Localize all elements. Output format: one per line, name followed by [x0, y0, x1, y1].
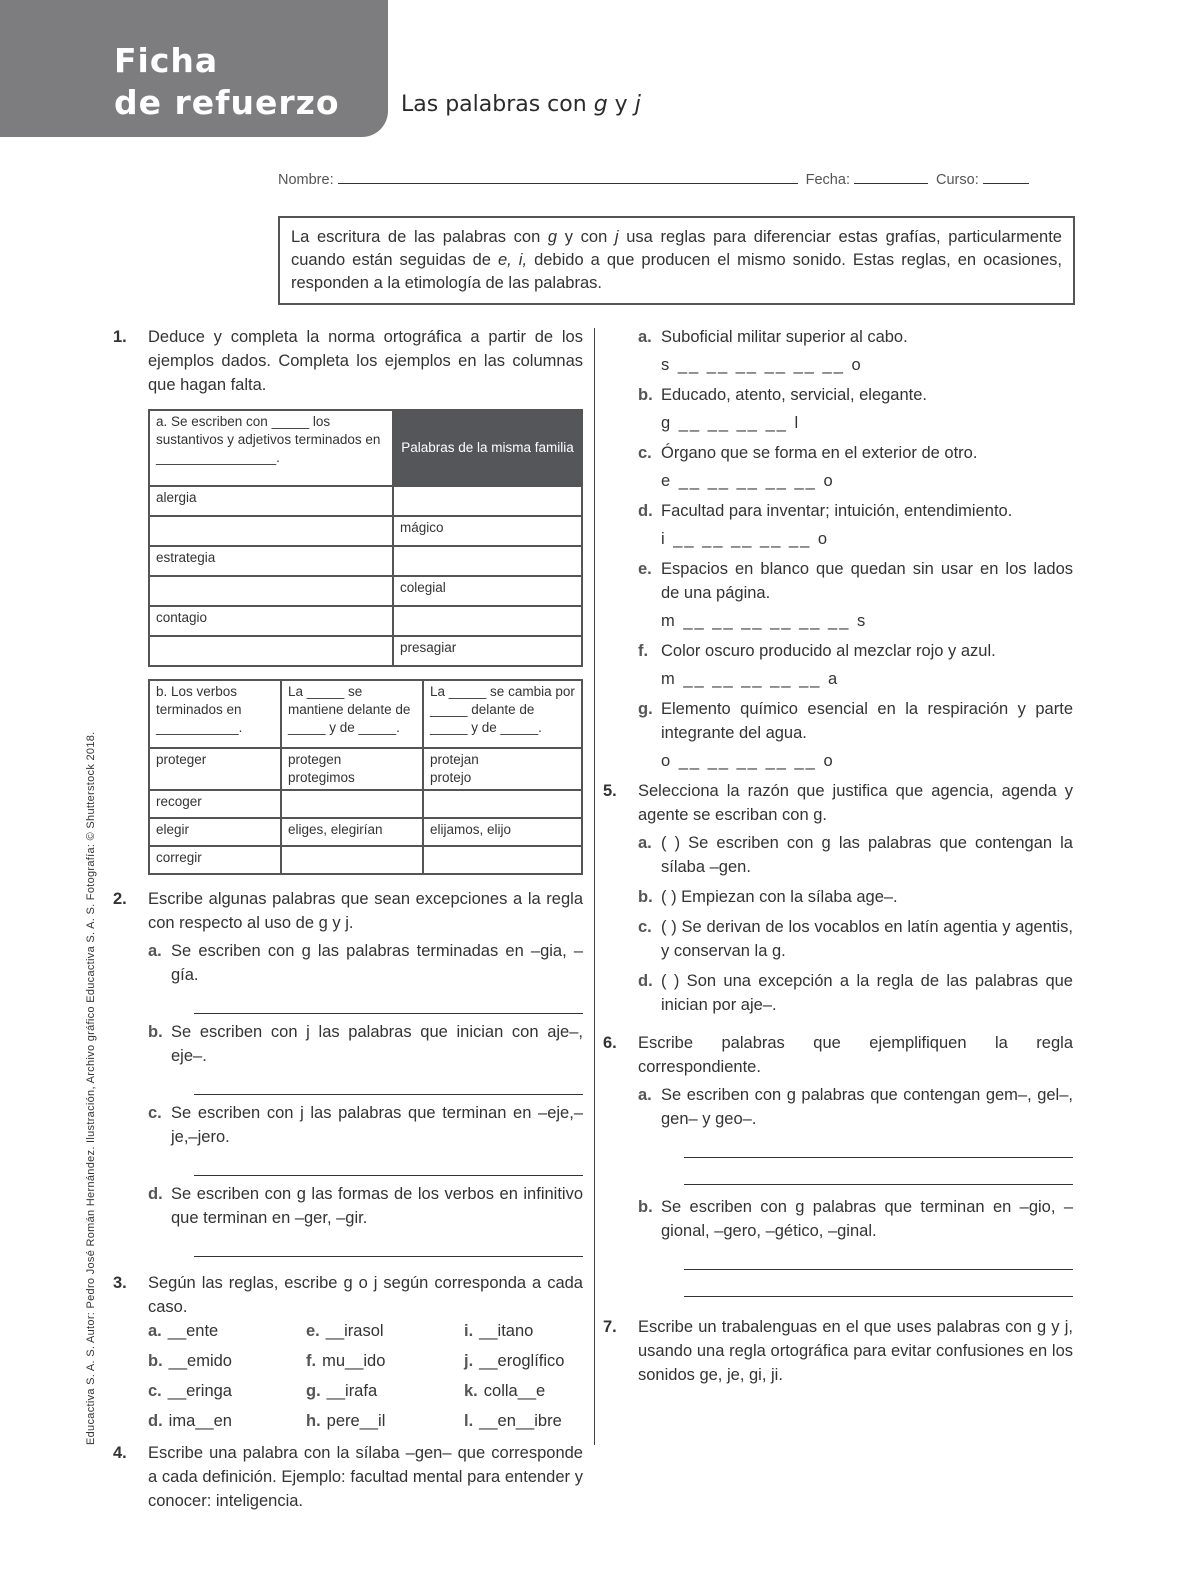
q4-item	[638, 325, 1073, 349]
option-text: ( ) Son una excepción a la regla de las palabras que inician por aje–.	[661, 972, 1073, 1014]
answer-line[interactable]	[684, 1249, 1073, 1270]
item-text: __emido	[168, 1352, 232, 1370]
answer-line[interactable]	[684, 1276, 1073, 1297]
item-letter: g.	[306, 1382, 321, 1400]
table-b-cell: proteger	[149, 748, 281, 790]
item-text: Se escriben con j las palabras que inician con aje–, eje–.	[171, 1023, 583, 1065]
q6-item	[638, 1083, 1073, 1185]
item-text: Se escriben con j las palabras que terminan en –eje,–je,–jero.	[171, 1104, 583, 1146]
q3-item[interactable]	[306, 1409, 464, 1433]
item-text: __eringa	[167, 1382, 232, 1400]
table-a-rule: a. Se escriben con _____ los sustantivos y adjetivos terminados en ________________.	[149, 410, 393, 486]
worksheet-title: Ficha de refuerzo	[114, 41, 340, 122]
q4-item	[638, 557, 1073, 605]
q3-item[interactable]	[306, 1349, 464, 1373]
copyright-notice: Educactiva S. A. S. Autor: Pedro José Román Hernández. Ilustración, Archivo gráfico Educactiva S. A. S. Fotografía: © Shutterstock 2018.	[85, 731, 97, 1445]
table-a-cell[interactable]	[149, 636, 393, 666]
table-a-cell[interactable]	[393, 486, 582, 516]
table-b-row	[149, 818, 582, 846]
table-a-cell[interactable]	[149, 516, 393, 546]
q3-item[interactable]	[148, 1319, 306, 1343]
table-a-row	[149, 636, 582, 666]
item-letter: e.	[638, 560, 652, 578]
q4-item	[638, 697, 1073, 745]
option-text: ( ) Se derivan de los vocablos en latín agentia y agentis, y conservan la g.	[661, 918, 1073, 960]
right-column	[603, 325, 1073, 1387]
question-2: 2. Escribe algunas palabras que sean excepciones a la regla con respecto al uso de g y j.	[113, 890, 583, 932]
item-letter: b.	[638, 386, 653, 404]
table-a-cell: alergia	[149, 486, 393, 516]
table-b-cell: elegir	[149, 818, 281, 846]
q2-item	[148, 1101, 583, 1176]
item-letter: g.	[638, 700, 653, 718]
table-a-cell[interactable]	[393, 546, 582, 576]
item-text: mu__ido	[322, 1352, 386, 1370]
option-letter: b.	[638, 888, 653, 906]
item-text: Se escriben con g palabras que terminan en –gio, –gional, –gero, –gético, –ginal.	[661, 1198, 1073, 1240]
question-6: 6. Escribe palabras que ejemplifiquen la regla correspondiente.	[603, 1034, 1073, 1076]
q5-option[interactable]	[638, 915, 1073, 963]
item-text: Color oscuro producido al mezclar rojo y azul.	[661, 642, 996, 660]
item-letter: j.	[464, 1352, 474, 1370]
question-1: 1. Deduce y completa la norma ortográfica a partir de los ejemplos dados. Completa los ejemplos en las columnas que hagan falta.	[113, 328, 583, 394]
q3-item[interactable]	[464, 1319, 584, 1343]
table-a-row	[149, 486, 582, 516]
q3-item[interactable]	[148, 1379, 306, 1403]
table-b-header-3: La _____ se cambia por _____ delante de _____ y de _____.	[423, 680, 582, 748]
answer-line[interactable]	[194, 1236, 583, 1257]
answer-blanks[interactable]: m __ __ __ __ __ a	[661, 670, 840, 688]
q3-item[interactable]	[464, 1379, 584, 1403]
q2-item	[148, 939, 583, 1014]
table-a-cell[interactable]	[149, 576, 393, 606]
answer-line[interactable]	[194, 993, 583, 1014]
option-letter: a.	[638, 834, 652, 852]
q3-item[interactable]	[148, 1349, 306, 1373]
table-a-cell[interactable]	[393, 606, 582, 636]
topic-title: Las palabras con g y j	[401, 92, 641, 117]
item-letter: c.	[148, 1104, 162, 1122]
table-b-cell[interactable]	[281, 846, 423, 874]
item-letter: c.	[638, 444, 652, 462]
table-b-row	[149, 748, 582, 790]
question-7: 7. Escribe un trabalenguas en el que uses palabras con g y j, usando una regla ortográfica para evitar confusiones en los sonidos ge, je, gi, ji.	[603, 1318, 1073, 1384]
table-b-cell[interactable]	[281, 790, 423, 818]
item-letter: l.	[464, 1412, 474, 1430]
table-b-header-1: b. Los verbos terminados en ___________.	[149, 680, 281, 748]
header-banner	[0, 0, 388, 137]
table-b	[148, 679, 583, 875]
table-b-cell: elijamos, elijo	[423, 818, 582, 846]
q4-item	[638, 383, 1073, 407]
table-a-row	[149, 576, 582, 606]
table-a-cell: presagiar	[393, 636, 582, 666]
q3-item[interactable]	[306, 1379, 464, 1403]
item-letter: a.	[638, 1086, 652, 1104]
item-letter: b.	[638, 1198, 653, 1216]
question-4: 4. Escribe una palabra con la sílaba –gen– que corresponde a cada definición. Ejemplo: facultad mental para entender y conocer: inteligencia.	[113, 1444, 583, 1510]
table-a-family-header: Palabras de la misma familia	[393, 410, 582, 486]
table-a-cell: contagio	[149, 606, 393, 636]
table-b-cell: recoger	[149, 790, 281, 818]
q2-item	[148, 1182, 583, 1257]
student-info: Nombre: Fecha: Curso:	[278, 171, 1033, 188]
item-letter: i.	[464, 1322, 474, 1340]
q6-item	[638, 1195, 1073, 1297]
table-a-row	[149, 606, 582, 636]
item-text: Órgano que se forma en el exterior de otro.	[661, 444, 978, 462]
item-letter: d.	[638, 502, 653, 520]
item-text: Se escriben con g las formas de los verbos en infinitivo que terminan en –ger, –gir.	[171, 1185, 583, 1227]
answer-line[interactable]	[194, 1155, 583, 1176]
item-text: colla__e	[483, 1382, 546, 1400]
table-b-cell: corregir	[149, 846, 281, 874]
table-a	[148, 409, 583, 667]
item-text: pere__il	[326, 1412, 386, 1430]
q5-option[interactable]	[638, 969, 1073, 1017]
item-text: Espacios en blanco que quedan sin usar en los lados de una página.	[661, 560, 1073, 602]
column-divider	[594, 328, 595, 1445]
item-letter: b.	[148, 1023, 163, 1041]
item-letter: d.	[148, 1185, 163, 1203]
answer-line[interactable]	[194, 1074, 583, 1095]
item-text: __eroglífico	[479, 1352, 565, 1370]
option-letter: c.	[638, 918, 652, 936]
item-text: __irasol	[325, 1322, 384, 1340]
item-letter: b.	[148, 1352, 163, 1370]
item-text: Se escriben con g las palabras terminadas en –gia, –gía.	[171, 942, 583, 984]
item-letter: a.	[638, 328, 652, 346]
q4-item	[638, 639, 1073, 663]
table-b-row	[149, 790, 582, 818]
answer-blanks[interactable]: e __ __ __ __ __ o	[661, 472, 835, 490]
item-letter: a.	[148, 1322, 162, 1340]
q3-item[interactable]	[464, 1349, 584, 1373]
item-text: Facultad para inventar; intuición, entendimiento.	[661, 502, 1013, 520]
q4-item	[638, 441, 1073, 465]
item-letter: d.	[148, 1412, 163, 1430]
item-text: Elemento químico esencial en la respiración y parte integrante del agua.	[661, 700, 1073, 742]
name-field[interactable]	[338, 171, 798, 184]
item-text: ima__en	[168, 1412, 232, 1430]
q2-item	[148, 1020, 583, 1095]
q4-item	[638, 499, 1073, 523]
table-b-row	[149, 846, 582, 874]
option-letter: d.	[638, 972, 653, 990]
item-letter: f.	[638, 642, 649, 660]
option-text: ( ) Se escriben con g las palabras que contengan la sílaba –gen.	[661, 834, 1073, 876]
q3-item[interactable]	[148, 1409, 306, 1433]
q3-grid	[113, 1319, 583, 1433]
item-letter: c.	[148, 1382, 162, 1400]
answer-blanks[interactable]: o __ __ __ __ __ o	[661, 752, 835, 770]
table-a-cell: mágico	[393, 516, 582, 546]
item-letter: a.	[148, 942, 162, 960]
item-letter: f.	[306, 1352, 317, 1370]
question-5: 5. Selecciona la razón que justifica que agencia, agenda y agente se escriban con g.	[603, 782, 1073, 824]
item-letter: k.	[464, 1382, 478, 1400]
option-text: ( ) Empiezan con la sílaba age–.	[661, 888, 898, 906]
table-a-row	[149, 516, 582, 546]
table-b-cell[interactable]	[423, 846, 582, 874]
item-text: Se escriben con g palabras que contengan gem–, gel–, gen– y geo–.	[661, 1086, 1073, 1128]
table-b-header-2: La _____ se mantiene delante de _____ y de _____.	[281, 680, 423, 748]
item-text: __en__ibre	[479, 1412, 562, 1430]
table-b-cell: protegen protegimos	[281, 748, 423, 790]
item-text: __irafa	[326, 1382, 378, 1400]
course-field[interactable]	[983, 171, 1029, 184]
table-a-row	[149, 546, 582, 576]
item-text: __itano	[479, 1322, 534, 1340]
date-field[interactable]	[854, 171, 928, 184]
answer-blanks[interactable]: m __ __ __ __ __ __ s	[661, 612, 868, 630]
answer-blanks[interactable]: g __ __ __ __ l	[661, 414, 801, 432]
item-text: __ente	[167, 1322, 219, 1340]
answer-line[interactable]	[684, 1137, 1073, 1158]
table-b-cell: protejan protejo	[423, 748, 582, 790]
answer-line[interactable]	[684, 1164, 1073, 1185]
item-letter: h.	[306, 1412, 321, 1430]
question-3: 3. Según las reglas, escribe g o j según corresponda a cada caso.	[113, 1274, 583, 1316]
q3-item[interactable]	[464, 1409, 584, 1433]
table-a-cell: estrategia	[149, 546, 393, 576]
item-text: Educado, atento, servicial, elegante.	[661, 386, 928, 404]
item-text: Suboficial militar superior al cabo.	[661, 328, 908, 346]
table-b-cell[interactable]	[423, 790, 582, 818]
q5-option[interactable]	[638, 885, 1073, 909]
intro-box: La escritura de las palabras con g y con j usa reglas para diferenciar estas grafías, particularmente cuando están seguidas de e, i, debido a que producen el mismo sonido. Estas reglas, en ocasiones, responden a la etimología de las palabras.	[278, 216, 1075, 305]
item-letter: e.	[306, 1322, 320, 1340]
q5-option[interactable]	[638, 831, 1073, 879]
answer-blanks[interactable]: i __ __ __ __ __ o	[661, 530, 830, 548]
answer-blanks[interactable]: s __ __ __ __ __ __ o	[661, 356, 863, 374]
table-a-cell: colegial	[393, 576, 582, 606]
table-b-cell: eliges, elegirían	[281, 818, 423, 846]
left-column	[113, 325, 583, 1513]
q3-item[interactable]	[306, 1319, 464, 1343]
